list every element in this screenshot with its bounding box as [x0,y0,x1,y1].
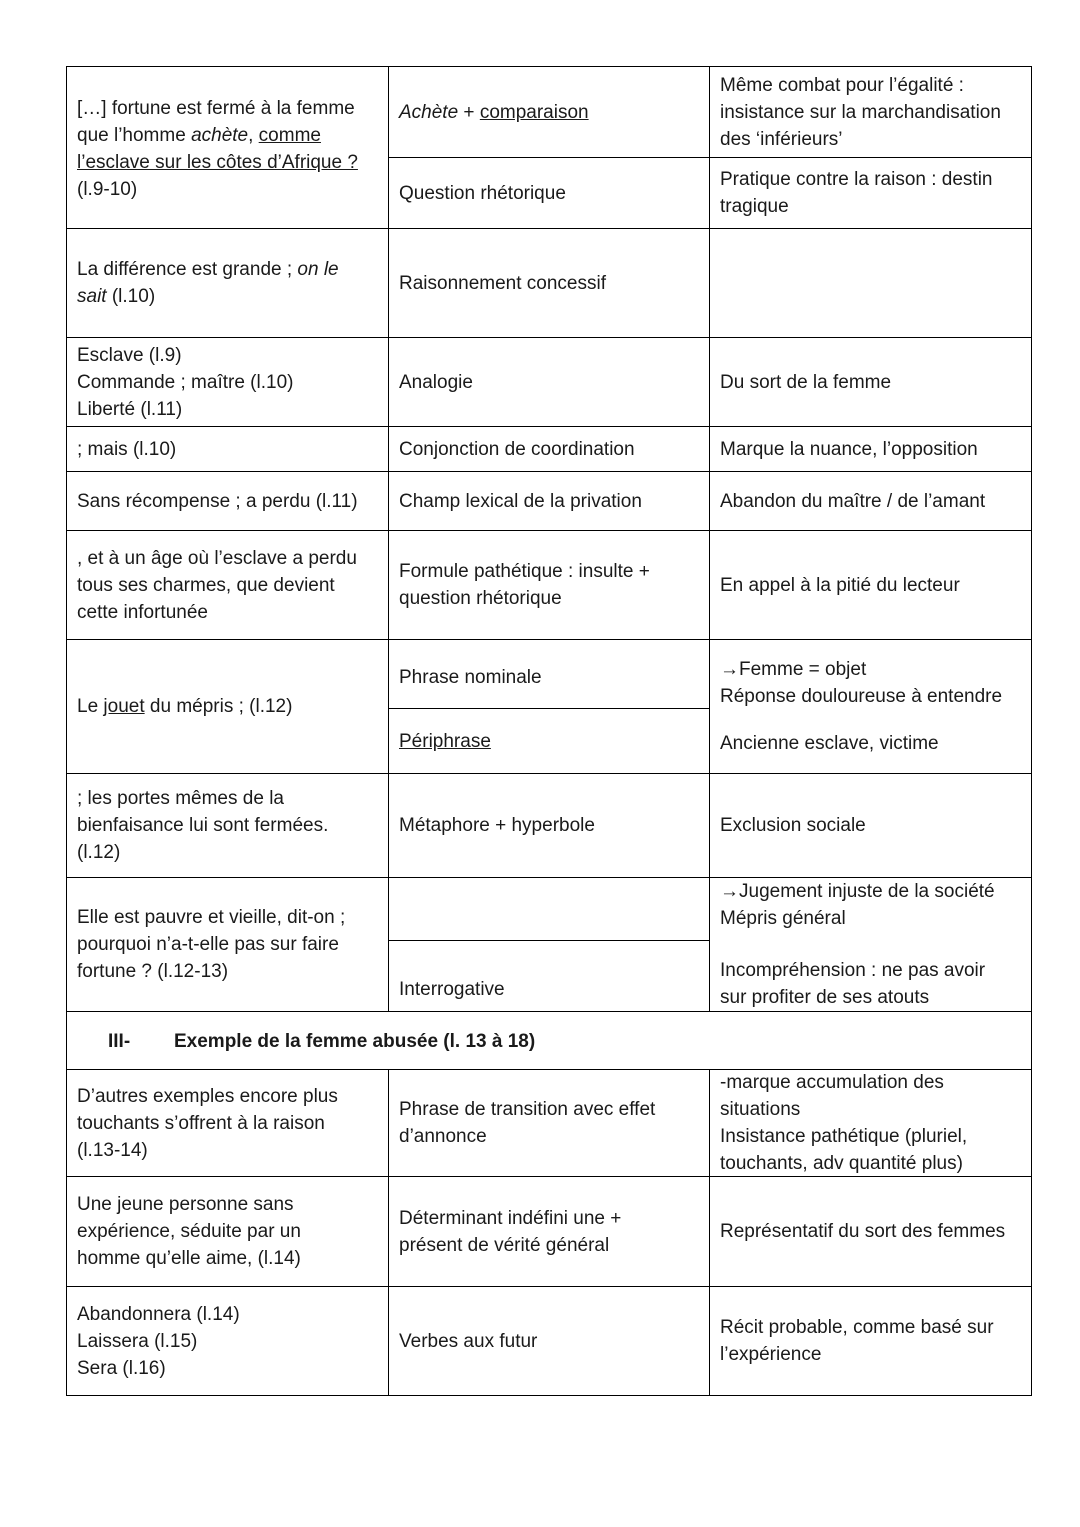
quote-cell [67,774,388,877]
procede-cell [389,472,709,530]
quote-cell [67,472,388,530]
quote-cell [67,229,388,337]
procede-cell [389,158,709,228]
procede-text: présent de vérité général [399,1234,610,1256]
interpretation-cell [710,531,1031,639]
interpretation-text: -marque accumulation des [720,1072,944,1093]
quote-text: homme qu’elle aime, (l.14) [77,1248,301,1269]
interpretation-text: Mépris général [720,908,846,929]
procede-text: Raisonnement concessif [399,272,606,294]
procede-text: question rhétorique [399,588,562,609]
procede-text: Conjonction de coordination [399,438,635,460]
quote-cell [67,1287,388,1395]
quote-cell [67,338,388,426]
section-heading [108,1028,535,1055]
procede-text: Phrase de transition avec effet [399,1099,656,1120]
quote-text: Abandonnera (l.14) [77,1303,240,1325]
procede-cell [389,229,709,337]
interpretation-text: situations [720,1099,801,1120]
quote-text: , et à un âge où l’esclave a perdu [77,547,357,569]
interpretation-text: des ‘inférieurs’ [720,128,843,150]
procede-cell [389,338,709,426]
interpretation-text: Pratique contre la raison : destin [720,169,993,190]
interpretation-text: Même combat pour l’égalité : [720,74,964,96]
procede-cell [389,774,709,877]
interpretation-cell [710,472,1031,530]
procede-cell [389,941,709,1011]
quote-line: Le jouet du mépris ; (l.12) [77,696,293,717]
quote-text: ; les portes mêmes de la [77,788,284,809]
quote-cell [67,1070,388,1176]
procede-cell [389,427,709,471]
procede-text: Verbes aux futur [399,1330,538,1352]
interpretation-text: Exclusion sociale [720,815,866,836]
quote-text: (l.13-14) [77,1139,148,1161]
procede-cell [389,1287,709,1395]
interpretation-cell [710,1177,1031,1286]
interpretation-cell [710,67,1031,157]
line-reference: (l.9-10) [77,179,138,200]
interpretation-cell [710,229,1031,337]
interpretation-text: Marque la nuance, l’opposition [720,438,978,460]
interpretation-text: Récit probable, comme basé sur [720,1317,994,1338]
procede-cell [389,1177,709,1286]
procede-text: Déterminant indéfini une + [399,1207,622,1229]
interpretation-text: Réponse douloureuse à entendre [720,686,1003,707]
interpretation-text: →Jugement injuste de la société [720,881,995,902]
procede-cell [389,709,709,773]
quote-text: D’autres exemples encore plus [77,1085,338,1107]
quote-text: Esclave (l.9) [77,344,182,366]
interpretation-text: l’expérience [720,1344,822,1365]
quote-text: ; mais (l.10) [77,438,177,460]
quote-text: cette infortunée [77,601,208,623]
procede-text: Phrase nominale [399,666,542,688]
quote-cell [67,531,388,639]
interpretation-text: Ancienne esclave, victime [720,733,939,754]
interpretation-text: touchants, adv quantité plus) [720,1153,963,1174]
quote-text: (l.12) [77,842,121,863]
interpretation-cell [710,878,1031,1011]
interpretation-text: Incompréhension : ne pas avoir [720,960,986,981]
interpretation-cell [710,1070,1031,1176]
quote-line: sait (l.10) [77,286,156,307]
interpretation-text: →Femme = objet [720,659,867,680]
quote-text: touchants s’offrent à la raison [77,1112,325,1134]
interpretation-cell [710,338,1031,426]
procede-text: Métaphore + hyperbole [399,815,595,836]
section-title: Exemple de la femme abusée (l. 13 à 18) [174,1031,536,1052]
quote-cell [67,1177,388,1286]
quote-text: l’esclave sur les côtes d’Afrique ? [77,152,358,173]
interpretation-cell [710,774,1031,877]
quote-text: bienfaisance lui sont fermées. [77,815,329,836]
procede-text: d’annonce [399,1126,487,1147]
quote-text: tous ses charmes, que devient [77,574,335,596]
interpretation-text: En appel à la pitié du lecteur [720,574,960,596]
procede-cell [389,531,709,639]
quote-cell [67,67,388,228]
interpretation-cell [710,1287,1031,1395]
row-divider [66,1011,1032,1012]
quote-cell [67,640,388,773]
procede-text: Analogie [399,371,473,393]
interpretation-text: Abandon du maître / de l’amant [720,490,986,512]
procede-cell [389,878,709,940]
procede-text: Question rhétorique [399,182,566,204]
quote-text: Sans récompense ; a perdu (l.11) [77,490,358,512]
quote-text: Une jeune personne sans [77,1194,294,1215]
interpretation-text: sur profiter de ses atouts [720,987,930,1008]
quote-text: Laissera (l.15) [77,1330,198,1352]
procede-cell [389,67,709,157]
quote-line: La différence est grande ; on le [77,259,339,280]
quote-line: que l’homme achète, comme [77,125,321,146]
quote-cell [67,427,388,471]
interpretation-text: tragique [720,196,789,217]
quote-text: Elle est pauvre et vieille, dit-on ; [77,907,346,928]
quote-text: fortune ? (l.12-13) [77,961,229,982]
procede-text: Périphrase [399,730,491,752]
quote-text: […] fortune est fermé à la femme [77,98,355,119]
interpretation-cell [710,158,1031,228]
interpretation-cell [710,427,1031,471]
quote-text: pourquoi n’a-t-elle pas sur faire [77,934,339,955]
procede-cell [389,1070,709,1176]
quote-text: Liberté (l.11) [77,398,183,420]
quote-cell [67,878,388,1011]
interpretation-text: Insistance pathétique (pluriel, [720,1126,968,1147]
procede-text: Formule pathétique : insulte + [399,561,650,582]
quote-text: expérience, séduite par un [77,1221,301,1242]
interpretation-text: Représentatif du sort des femmes [720,1221,1006,1242]
procede-text: Champ lexical de la privation [399,490,642,512]
quote-text: Commande ; maître (l.10) [77,371,294,393]
procede-text: Achète + comparaison [399,101,589,123]
quote-text: Sera (l.16) [77,1357,166,1379]
interpretation-text: Du sort de la femme [720,371,892,393]
interpretation-cell [710,640,1031,773]
section-number: III- [108,1031,131,1052]
procede-text: Interrogative [399,979,505,1000]
interpretation-text: insistance sur la marchandisation [720,101,1001,123]
procede-cell [389,640,709,708]
